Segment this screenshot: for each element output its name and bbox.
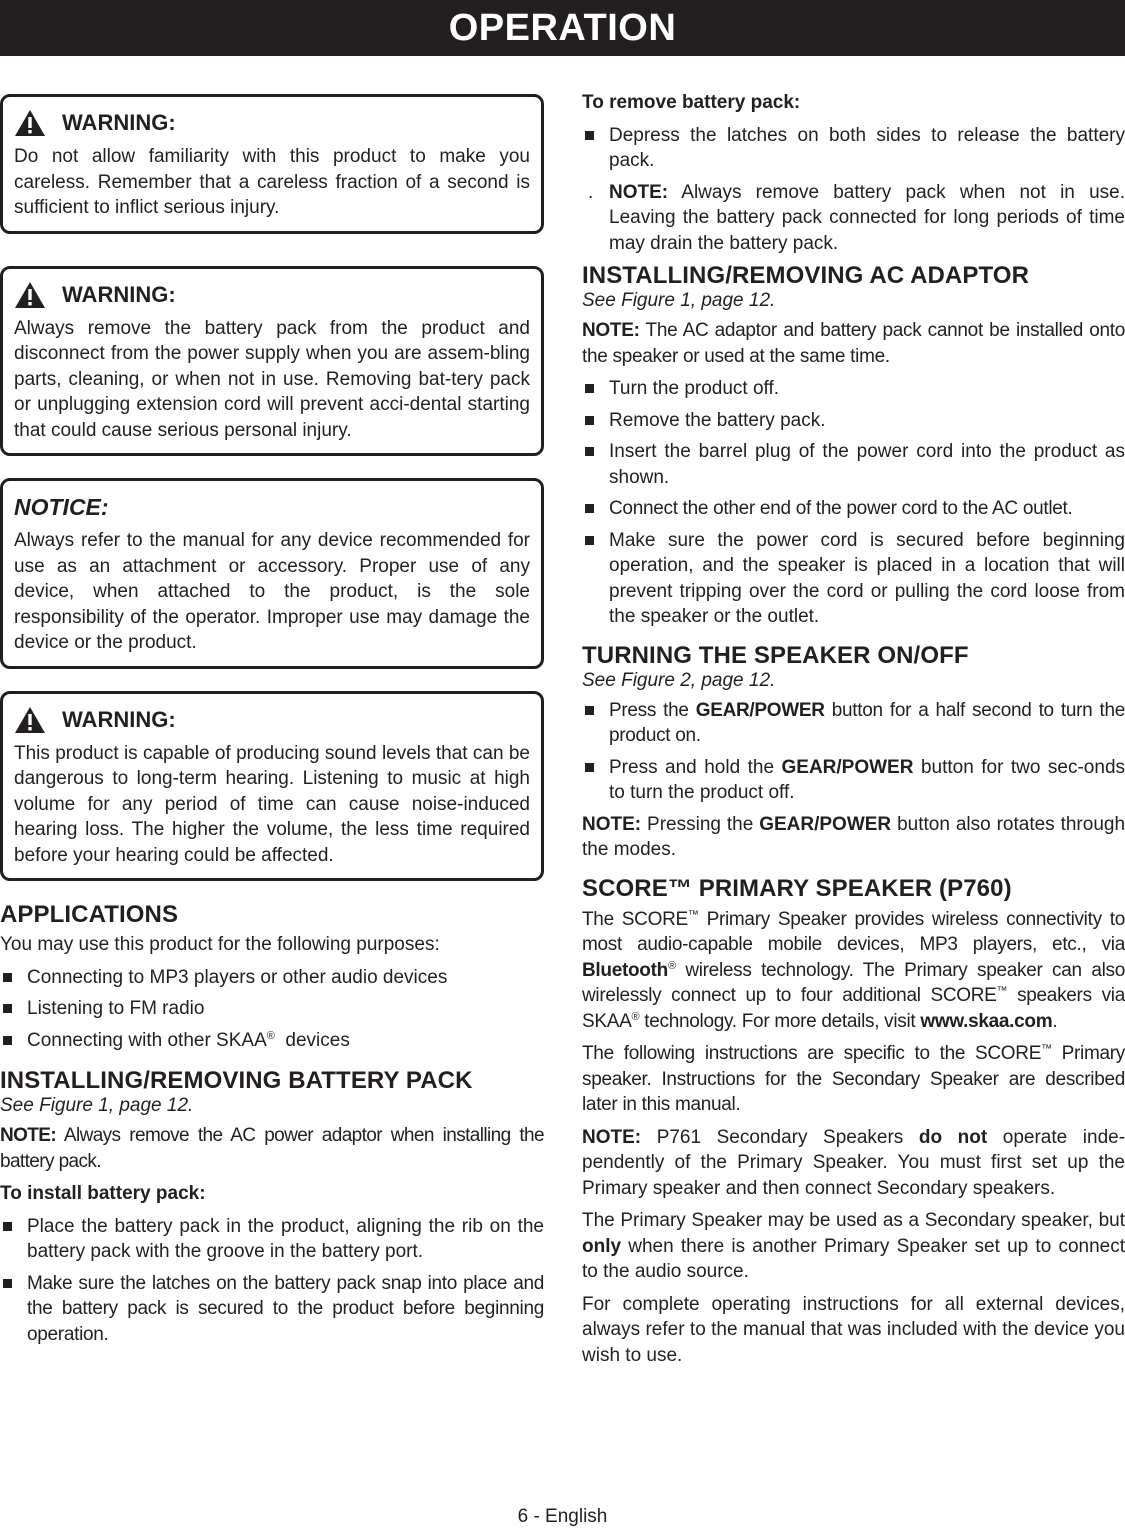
warning-text: Always remove the battery pack from the product and disconnect from the power supply when you are assem-bling parts, cleaning, or when not in use. Removing bat-tery pack or unplugging extension cord will prevent acci-dental starting that could cause serious personal injury. (14, 317, 530, 441)
bullet-square-icon (585, 447, 594, 456)
list-item: Make sure the power cord is secured before beginning operation, and the speaker is placed in a location that will prevent tripping over the cord or pulling the cord loose from the speaker or the outlet. (582, 528, 1125, 630)
score-paragraph: For complete operating instructions for all external devices, always refer to the manual that was included with the device you wish to use. (582, 1293, 1125, 1366)
bullet-square-icon (585, 131, 594, 140)
left-column (0, 84, 544, 1353)
list-item: Place the battery pack in the product, aligning the rib on the battery pack with the groove in the battery port. (0, 1214, 544, 1265)
list-item: Remove the battery pack. (582, 408, 1125, 434)
list-item: Depress the latches on both sides to release the battery pack. (582, 123, 1125, 174)
figure-reference: See Figure 2, page 12. (582, 669, 776, 691)
list-item: Connecting with other SKAA® devices (0, 1028, 544, 1054)
ac-adaptor-section (582, 262, 1125, 630)
list-item: Press and hold the GEAR/POWER button for two sec-onds to turn the product off. (582, 755, 1125, 806)
battery-heading: INSTALLING/REMOVING BATTERY PACK (0, 1067, 473, 1094)
battery-section (0, 1067, 544, 1347)
warning-icon (14, 109, 46, 137)
applications-intro: You may use this product for the following purposes: (0, 934, 440, 955)
figure-reference: See Figure 1, page 12. (0, 1095, 194, 1116)
score-section (582, 875, 1125, 1369)
warning-box-hearing (0, 691, 544, 882)
list-item: Connecting to MP3 players or other audio devices (0, 965, 544, 991)
ac-heading: INSTALLING/REMOVING AC ADAPTOR (582, 262, 1029, 289)
notice-title: NOTICE: (14, 493, 109, 520)
right-column (582, 90, 1125, 1375)
warning-box-battery (0, 266, 544, 457)
page-footer: 6 - English (517, 1506, 608, 1527)
ac-note: NOTE: The AC adaptor and battery pack cannot be installed onto the speaker or used at the same time. (582, 320, 1125, 367)
warning-text: Do not allow familiarity with this product to make you careless. Remember that a careless fraction of a second is sufficient to inflict serious injury. (14, 146, 530, 218)
warning-title: WARNING: (14, 705, 530, 735)
figure-reference: See Figure 1, page 12. (582, 290, 776, 311)
skaa-link[interactable]: www.skaa.com (920, 1010, 1053, 1032)
power-heading: TURNING THE SPEAKER ON/OFF (582, 641, 969, 669)
list-item: Listening to FM radio (0, 996, 544, 1022)
power-note: NOTE: Pressing the GEAR/POWER button also rotates through the modes. (582, 813, 1125, 860)
bullet-square-icon (3, 1004, 12, 1013)
bullet-square-icon (585, 504, 594, 513)
score-note: NOTE: P761 Secondary Speakers do not operate inde-pendently of the Primary Speaker. You must first set up the Primary speaker and then connect Secondary speakers. (582, 1126, 1125, 1199)
notice-box (0, 478, 544, 669)
page-title: OPERATION (448, 7, 677, 49)
list-item-note: . NOTE: Always remove battery pack when not in use. Leaving the battery pack connected for long periods of time may drain the battery pack. (588, 181, 1125, 254)
warning-title: WARNING: (14, 280, 530, 310)
score-paragraph: The following instructions are specific to the SCORE™ Primary speaker. Instructions for the Secondary Speaker are described later in this manual. (582, 1043, 1125, 1115)
score-paragraph: The SCORE™ Primary Speaker provides wireless connectivity to most audio-capable mobile devices, MP3 players, etc., via Bluetooth® wireless technology. The Primary speaker can also wirelessly connect up to four additional SCORE™ speakers via SKAA® technology. For more details, visit www.skaa.com. (582, 908, 1125, 1032)
power-section (582, 642, 1125, 863)
bullet-square-icon (3, 1036, 12, 1045)
warning-icon (14, 281, 46, 309)
list-item: Press the GEAR/POWER button for a half second to turn the product on. (582, 698, 1125, 749)
battery-note: NOTE: Always remove the AC power adaptor when installing the battery pack. (0, 1125, 544, 1172)
applications-section (0, 901, 544, 1053)
applications-list (0, 965, 544, 1054)
bullet-square-icon (3, 1279, 12, 1288)
bullet-square-icon (3, 1222, 12, 1231)
warning-title: WARNING: (14, 108, 530, 138)
warning-icon (14, 706, 46, 734)
bullet-square-icon (3, 973, 12, 982)
bullet-square-icon (585, 536, 594, 545)
score-paragraph: The Primary Speaker may be used as a Secondary speaker, but only when there is another Primary Speaker set up to connect to the audio source. (582, 1210, 1125, 1282)
list-item: Connect the other end of the power cord to the AC outlet. (582, 496, 1125, 522)
bullet-square-icon (585, 706, 594, 715)
ac-list (582, 376, 1125, 630)
bullet-square-icon (585, 416, 594, 425)
section-banner (0, 0, 1125, 56)
score-heading: SCORE™ PRIMARY SPEAKER (P760) (582, 874, 1012, 902)
list-item: Turn the product off. (582, 376, 1125, 402)
bullet-square-icon (585, 384, 594, 393)
bullet-square-icon (585, 763, 594, 772)
list-item: Make sure the latches on the battery pack snap into place and the battery pack is secured to the product before beginning operation. (0, 1271, 544, 1348)
install-subheading: To install battery pack: (0, 1183, 206, 1204)
power-list (582, 698, 1125, 806)
remove-subheading: To remove battery pack: (582, 92, 801, 113)
install-list (0, 1214, 544, 1348)
list-item: Insert the barrel plug of the power cord into the product as shown. (582, 439, 1125, 490)
remove-list (582, 123, 1125, 257)
warning-box-familiarity (0, 94, 544, 234)
applications-heading: APPLICATIONS (0, 901, 179, 928)
remove-battery-section (582, 90, 1125, 256)
notice-text: Always refer to the manual for any device recommended for use as an attachment or accessory. Proper use of any device, when attached to the product, is the sole responsibility of the operator. Improper use may damage the device or the product. (14, 530, 530, 653)
warning-text: This product is capable of producing sound levels that can be dangerous to long-term hearing. Listening to music at high volume for any period of time can cause noise-induced hearing loss. The higher the volume, the less time required before your hearing could be affected. (14, 742, 530, 866)
